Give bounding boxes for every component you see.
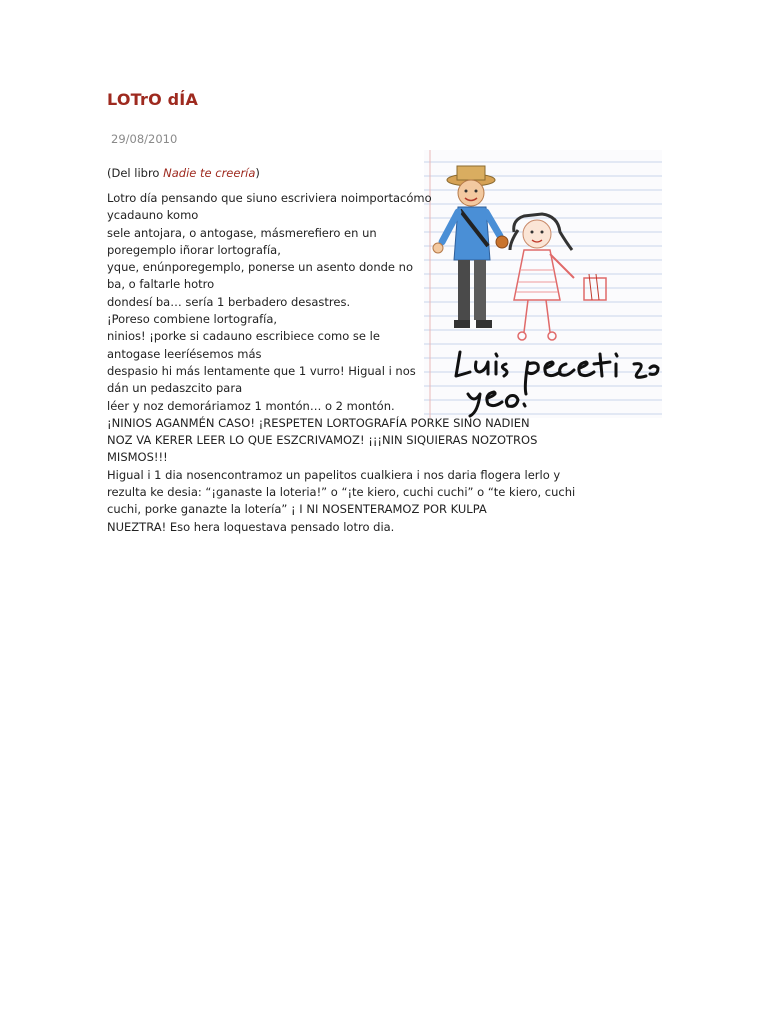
body-line: rezulta ke desia: “¡ganaste la loteria!” o “¡te kiero, cuchi cuchi” o “te kiero, cuchi <box>107 485 576 500</box>
post-body <box>107 190 587 536</box>
body-line: NOZ VA KERER LEER LO QUE ESZCRIVAMOZ! ¡¡¡NIN SIQUIERAS NOZOTROS <box>107 433 538 448</box>
body-line: cuchi, porke ganazte la lotería” ¡ I NI NOSENTERAMOZ POR KULPA <box>107 502 487 517</box>
body-line: ba, o faltarle hotro <box>107 277 215 292</box>
body-line: dán un pedaszcito para <box>107 381 243 396</box>
body-line: ¡NINIOS AGANMÉN CASO! ¡RESPETEN LORTOGRAFÍA PORKE SINO NADIEN <box>107 415 530 430</box>
body-line: Lotro día pensando que siuno escriviera noimportacómo <box>107 191 432 205</box>
post-title[interactable]: LOTrO dÍA <box>107 90 199 109</box>
body-line: MISMOS!!! <box>107 450 168 465</box>
source-prefix: (Del libro <box>107 166 164 180</box>
post-date: 29/08/2010 <box>111 132 178 146</box>
body-line: Higual i 1 dia nosencontramoz un papelitos cualkiera i nos daria flogera lerlo y <box>107 467 561 482</box>
body-line: yque, enúnporegemplo, ponerse un asento donde no <box>107 260 413 275</box>
body-line: ninios! ¡porke si cadauno escribiece como se le <box>107 329 380 344</box>
body-line: NUEZTRA! Eso hera loquestava pensado lotro dia. <box>107 519 395 534</box>
body-line: despasio hi más lentamente que 1 vurro! Higual i nos <box>107 363 416 378</box>
body-line: ¡Poreso combiene lortografía, <box>107 312 278 327</box>
book-title-link[interactable]: Nadie te creería <box>163 166 256 180</box>
source-suffix: ) <box>255 166 260 180</box>
body-line: antogase leeríésemos más <box>107 346 262 361</box>
body-line: léer y noz demoráriamoz 1 montón… o 2 montón. <box>107 398 395 413</box>
body-line: ycadauno komo <box>107 208 199 223</box>
source-citation <box>107 165 260 182</box>
body-line: dondesí ba… sería 1 berbadero desastres. <box>107 294 351 309</box>
body-line: poregemplo iñorar lortografía, <box>107 242 281 257</box>
body-line: sele antojara, o antogase, másmerefiero en un <box>107 225 377 240</box>
